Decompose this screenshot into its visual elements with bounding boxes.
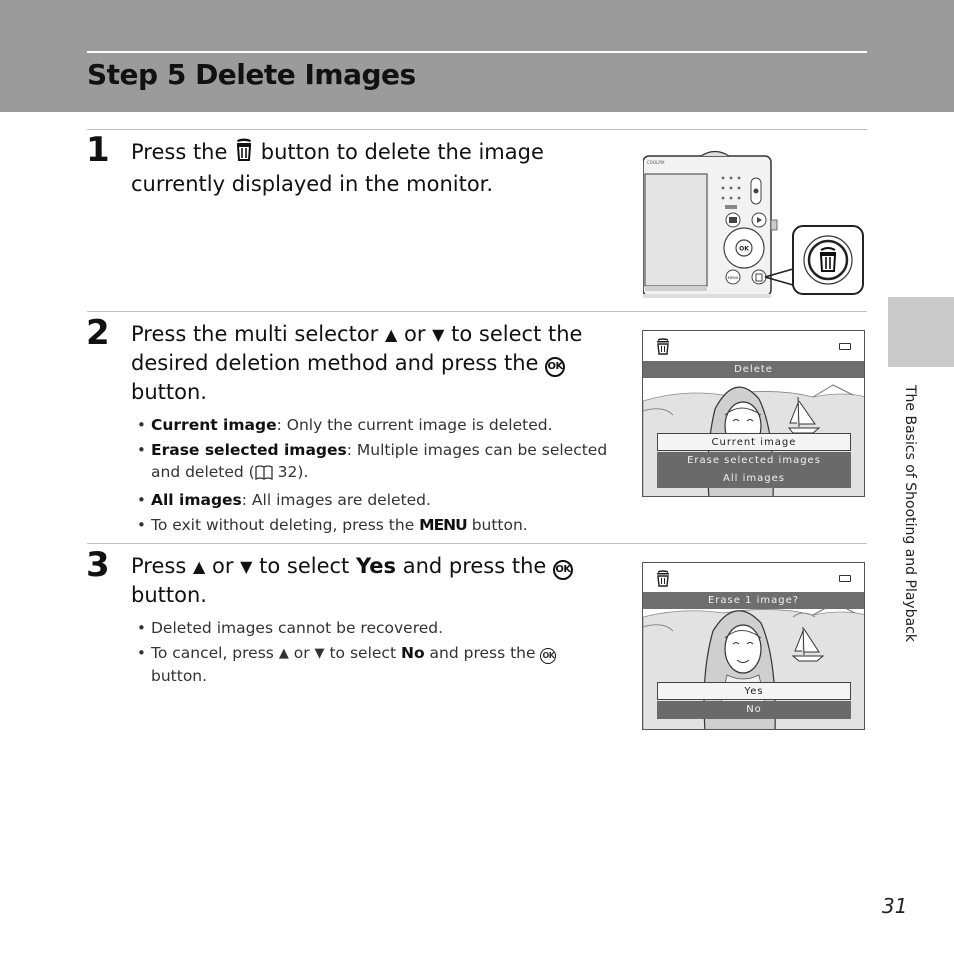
dialog-option-yes[interactable]: Yes xyxy=(657,682,851,700)
list-item: • Current image: Only the current image is deleted. xyxy=(137,414,612,436)
ok-button-icon: OK xyxy=(545,357,565,377)
step-number-1: 1 xyxy=(86,130,110,170)
trash-icon xyxy=(234,138,254,170)
menu-button-icon: MENU xyxy=(419,516,467,534)
delete-menu-screen xyxy=(642,330,865,497)
divider-step1 xyxy=(87,129,867,130)
list-item: • All images: All images are deleted. xyxy=(137,489,612,511)
step2-instruction: Press the multi selector ▲ or ▼ to select the desired deletion method and press the OK button. xyxy=(131,322,583,404)
up-triangle-icon: ▲ xyxy=(192,557,206,576)
down-triangle-icon: ▼ xyxy=(314,646,325,661)
step1-instruction: Press the button to delete the image currently displayed in the monitor. xyxy=(131,140,544,196)
svg-text:OK: OK xyxy=(739,245,749,253)
screen-title-bar: Delete xyxy=(643,361,864,378)
dialog-option-no[interactable]: No xyxy=(657,701,851,719)
header-rule xyxy=(87,51,867,53)
step3-bullets xyxy=(137,617,612,690)
section-label: The Basics of Shooting and Playback xyxy=(902,385,918,642)
camera-illustration xyxy=(643,148,865,298)
section-tab xyxy=(888,297,954,367)
screen-title-bar: Erase 1 image? xyxy=(643,592,864,609)
step-number-2: 2 xyxy=(86,313,110,353)
up-triangle-icon: ▲ xyxy=(278,646,289,661)
list-item: • Deleted images cannot be recovered. xyxy=(137,617,612,639)
book-reference-icon xyxy=(255,464,273,486)
up-triangle-icon: ▲ xyxy=(385,325,398,344)
step2-bullets xyxy=(137,414,612,539)
page-title: Step 5 Delete Images xyxy=(87,58,416,91)
header-band xyxy=(0,0,954,112)
menu-option-current-image[interactable]: Current image xyxy=(657,433,851,451)
divider-step3 xyxy=(87,543,867,544)
battery-icon xyxy=(839,343,851,350)
svg-text:MENU: MENU xyxy=(727,276,739,280)
list-item: • Erase selected images: Multiple images can be selected and deleted ( 32). xyxy=(137,439,612,486)
ok-button-icon: OK xyxy=(553,560,573,580)
menu-option-erase-selected[interactable]: Erase selected images xyxy=(657,452,851,470)
step-number-3: 3 xyxy=(86,545,110,585)
confirm-erase-screen xyxy=(642,562,865,730)
menu-option-all-images[interactable]: All images xyxy=(657,470,851,488)
ok-button-icon: OK xyxy=(540,648,556,664)
step3-instruction: Press ▲ or ▼ to select Yes and press the OK button. xyxy=(131,552,621,610)
list-item: • To exit without deleting, press the MENU button. xyxy=(137,514,612,536)
battery-icon xyxy=(839,575,851,582)
list-item: • To cancel, press ▲ or ▼ to select No and press the OK button. xyxy=(137,642,612,687)
down-triangle-icon: ▼ xyxy=(240,557,253,576)
page-number: 31 xyxy=(882,894,908,918)
svg-text:COOLPIX: COOLPIX xyxy=(647,160,665,165)
divider-step2 xyxy=(87,311,867,312)
down-triangle-icon: ▼ xyxy=(432,325,445,344)
